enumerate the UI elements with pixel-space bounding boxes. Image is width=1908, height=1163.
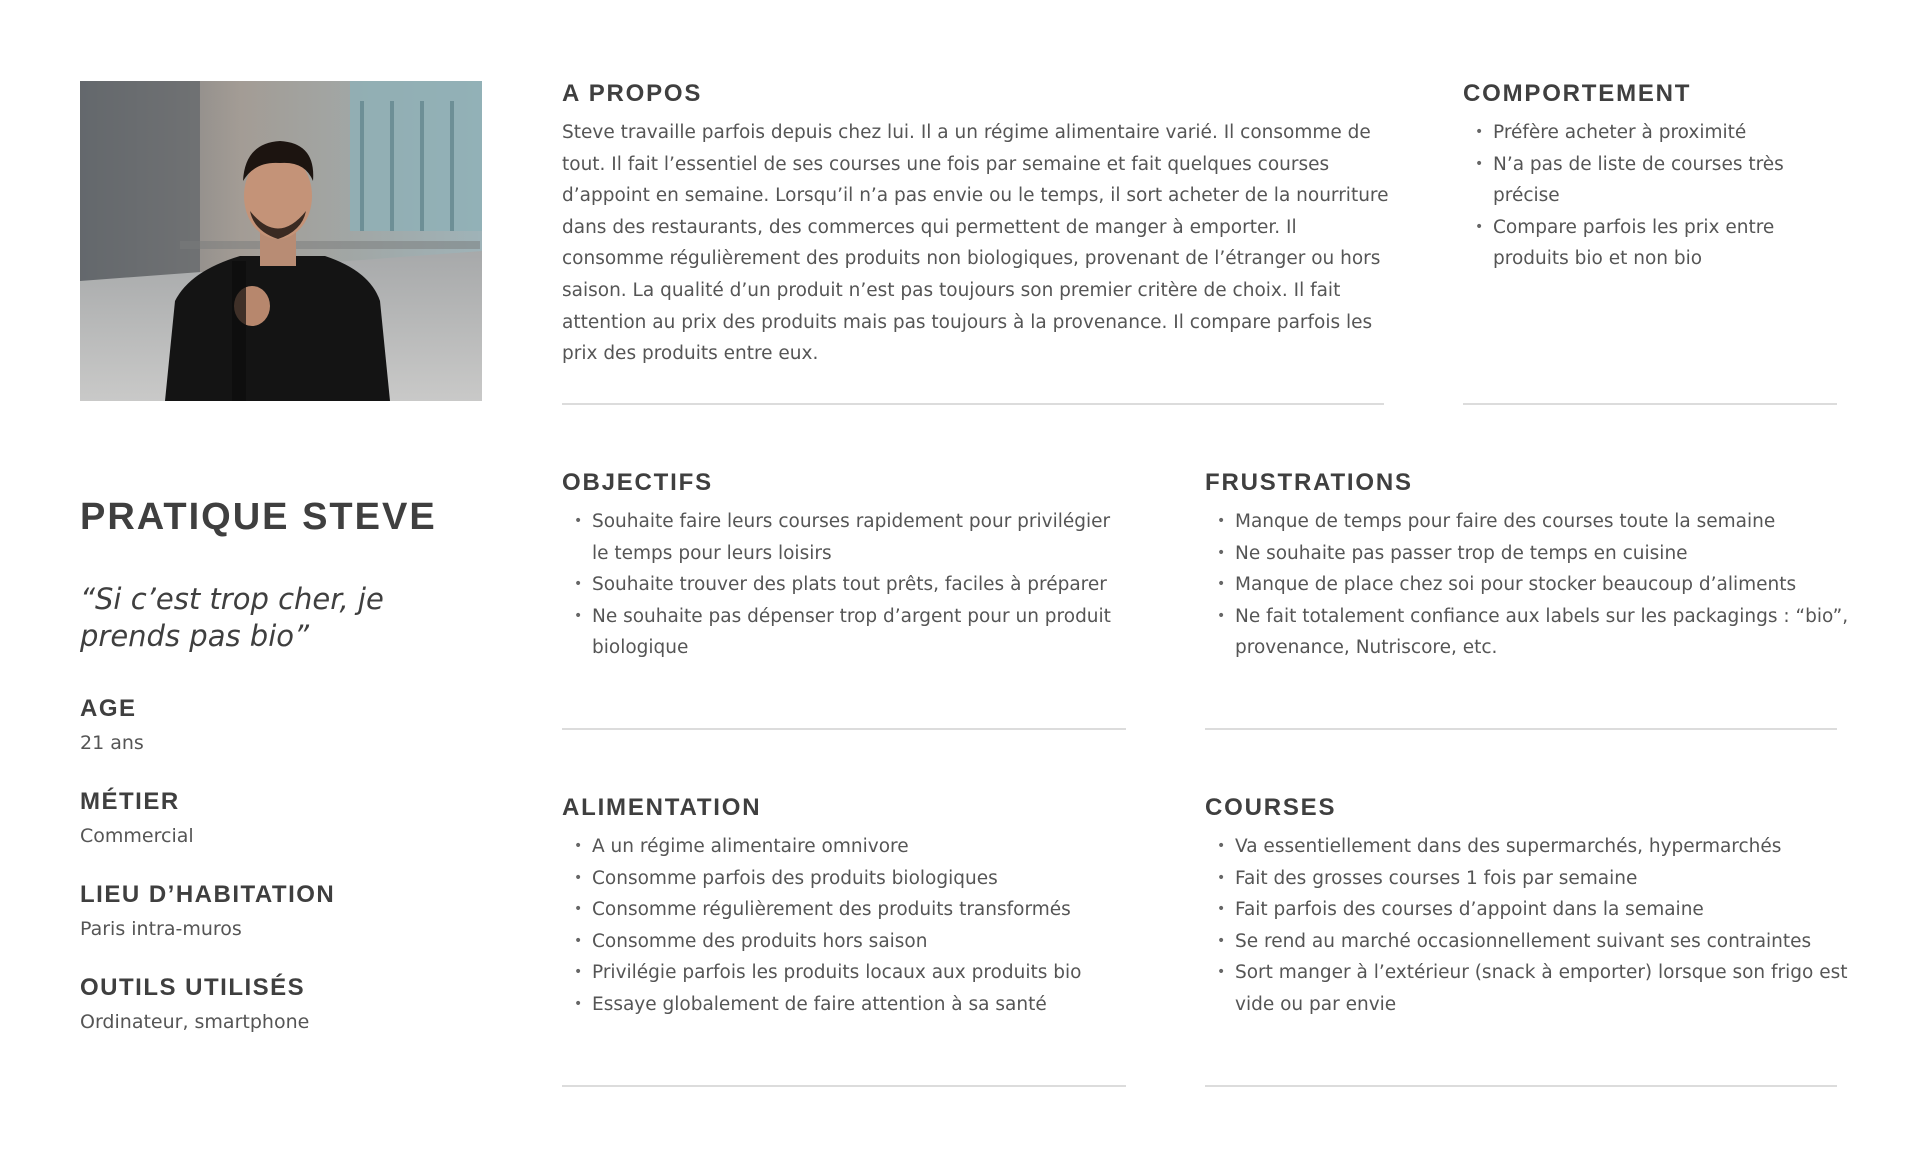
divider <box>1463 403 1837 405</box>
list-item: • Préfère acheter à proximité <box>1463 117 1843 149</box>
section-title: ALIMENTATION <box>562 794 762 821</box>
section-objectifs <box>562 469 1132 664</box>
list-item: • Ne fait totalement confiance aux labels sur les packagings : “bio”, provenance, Nutriscore, etc. <box>1205 601 1855 664</box>
fact-tools <box>80 974 510 1034</box>
fact-label: AGE <box>80 695 137 722</box>
alimentation-list <box>562 831 1162 1021</box>
fact-value: Paris intra-muros <box>80 918 242 940</box>
list-item: • Privilégie parfois les produits locaux aux produits bio <box>562 957 1162 989</box>
list-item: • Consomme régulièrement des produits transformés <box>562 894 1162 926</box>
section-comportement <box>1463 80 1843 275</box>
section-alimentation <box>562 794 1162 1021</box>
persona-name: PRATIQUE STEVE <box>80 496 437 538</box>
section-frustrations <box>1205 469 1855 664</box>
list-item: • Consomme des produits hors saison <box>562 926 1162 958</box>
courses-list <box>1205 831 1855 1021</box>
fact-value: Ordinateur, smartphone <box>80 1011 310 1033</box>
list-item: • Sort manger à l’extérieur (snack à emporter) lorsque son frigo est vide ou par envie <box>1205 957 1855 1020</box>
section-courses <box>1205 794 1855 1021</box>
divider <box>562 728 1126 730</box>
apropos-text: Steve travaille parfois depuis chez lui. Il a un régime alimentaire varié. Il consomme de tout. Il fait l’essentiel de ses courses une fois par semaine et fait quelques courses d’appoint en semaine. Lorsqu’il n’a pas envie ou le temps, il sort acheter de la nourriture dans des restaurants, des commerces qui permettent de manger à emporter. Il consomme régulièrement des produits non biologiques, provenant de l’étranger ou hors saison. La qualité d’un produit n’est pas toujours son premier critère de choix. Il fait attention au prix des produits mais pas toujours à la provenance. Il compare parfois les prix des produits entre eux. <box>562 122 1389 365</box>
list-item: • Ne souhaite pas passer trop de temps en cuisine <box>1205 538 1855 570</box>
list-item: • Manque de place chez soi pour stocker beaucoup d’aliments <box>1205 569 1855 601</box>
list-item: • Manque de temps pour faire des courses toute la semaine <box>1205 506 1855 538</box>
section-title: A PROPOS <box>562 80 703 107</box>
section-title: COURSES <box>1205 794 1337 821</box>
section-apropos <box>562 80 1392 370</box>
fact-value: Commercial <box>80 825 194 847</box>
persona-photo <box>80 81 482 401</box>
list-item: • Souhaite trouver des plats tout prêts, faciles à préparer <box>562 569 1132 601</box>
list-item: • Fait parfois des courses d’appoint dans la semaine <box>1205 894 1855 926</box>
fact-job <box>80 788 510 848</box>
list-item: • Ne souhaite pas dépenser trop d’argent pour un produit biologique <box>562 601 1132 664</box>
list-item: • Compare parfois les prix entre produits bio et non bio <box>1463 212 1843 275</box>
fact-label: LIEU D’HABITATION <box>80 881 336 908</box>
divider <box>1205 728 1837 730</box>
fact-value: 21 ans <box>80 732 144 754</box>
frustrations-list <box>1205 506 1855 664</box>
section-title: FRUSTRATIONS <box>1205 469 1413 496</box>
section-title: OBJECTIFS <box>562 469 713 496</box>
fact-age <box>80 695 510 755</box>
list-item: • Souhaite faire leurs courses rapidement pour privilégier le temps pour leurs loisirs <box>562 506 1132 569</box>
list-item: • Consomme parfois des produits biologiques <box>562 863 1162 895</box>
list-item: • N’a pas de liste de courses très précise <box>1463 149 1843 212</box>
list-item: • Essaye globalement de faire attention à sa santé <box>562 989 1162 1021</box>
list-item: • A un régime alimentaire omnivore <box>562 831 1162 863</box>
section-title: COMPORTEMENT <box>1463 80 1692 107</box>
list-item: • Va essentiellement dans des supermarchés, hypermarchés <box>1205 831 1855 863</box>
list-item: • Fait des grosses courses 1 fois par semaine <box>1205 863 1855 895</box>
fact-label: OUTILS UTILISÉS <box>80 974 306 1001</box>
fact-label: MÉTIER <box>80 788 180 815</box>
comportement-list <box>1463 117 1843 275</box>
divider <box>1205 1085 1837 1087</box>
objectifs-list <box>562 506 1132 664</box>
persona-quote: “Si c’est trop cher, je prends pas bio” <box>80 582 384 653</box>
persona-photo-image <box>80 81 482 401</box>
list-item: • Se rend au marché occasionnellement suivant ses contraintes <box>1205 926 1855 958</box>
divider <box>562 1085 1126 1087</box>
divider <box>562 403 1384 405</box>
fact-residence <box>80 881 510 941</box>
